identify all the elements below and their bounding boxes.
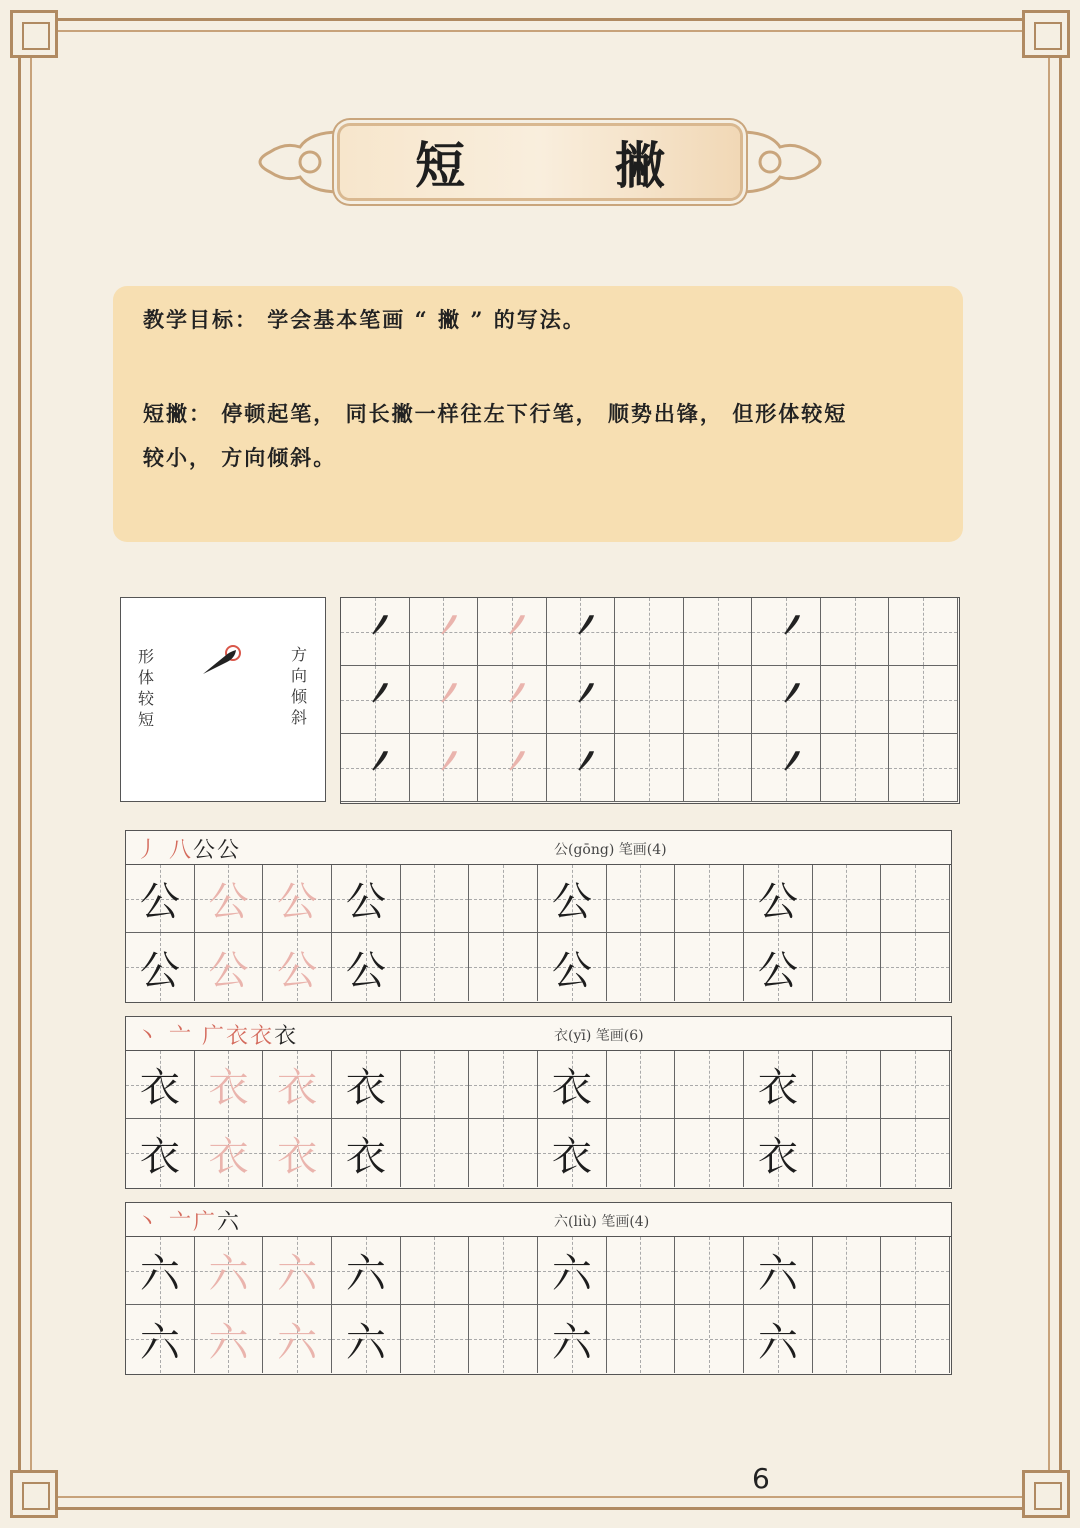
model-character: 衣 (551, 1133, 592, 1180)
short-pie-stroke-icon (504, 746, 534, 776)
grid-cell[interactable] (469, 865, 538, 933)
grid-cell[interactable] (881, 1119, 950, 1187)
trace-character: 衣 (277, 1133, 318, 1180)
model-character: 六 (757, 1251, 798, 1297)
grid-cell[interactable] (263, 1237, 332, 1305)
stroke-practice-grid (340, 597, 960, 804)
grid-cell[interactable] (744, 1237, 813, 1305)
grid-cell[interactable] (195, 865, 264, 933)
grid-cell[interactable] (538, 1051, 607, 1119)
stroke-order: 丶 亠 广衣衣衣 (136, 1024, 299, 1049)
grid-cell[interactable] (332, 1237, 401, 1305)
stroke-note-left: 形 体 较 短 (137, 647, 154, 729)
trace-character: 六 (277, 1319, 318, 1366)
model-character: 六 (757, 1319, 798, 1366)
grid-cell[interactable] (813, 1237, 882, 1305)
short-pie-stroke-icon (573, 746, 603, 776)
goal-line: 教学目标： 学会基本笔画 “ 撇 ” 的写法。 (143, 307, 586, 332)
grid-cell[interactable] (469, 1119, 538, 1187)
char-info: 衣(yī) 笔画(6) (554, 1028, 644, 1044)
trace-character: 公 (208, 947, 249, 994)
grid-cell[interactable] (615, 734, 684, 802)
grid-cell[interactable] (332, 1051, 401, 1119)
grid-cell[interactable] (752, 598, 821, 666)
grid-cell[interactable] (263, 865, 332, 933)
grid-cell[interactable] (126, 1051, 195, 1119)
model-character: 公 (757, 947, 798, 994)
stroke-order-header (126, 831, 951, 865)
grid-cell[interactable] (126, 1119, 195, 1187)
grid-cell[interactable] (410, 598, 479, 666)
grid-cell[interactable] (821, 598, 890, 666)
grid-cell[interactable] (332, 1305, 401, 1373)
grid-cell[interactable] (813, 1305, 882, 1373)
grid-cell[interactable] (538, 1305, 607, 1373)
model-character: 衣 (345, 1133, 386, 1180)
stroke-order-header (126, 1203, 951, 1237)
model-character: 六 (551, 1319, 592, 1366)
grid-cell[interactable] (752, 666, 821, 734)
grid-cell[interactable] (889, 666, 958, 734)
trace-character: 六 (208, 1319, 249, 1366)
model-character: 衣 (139, 1133, 180, 1180)
grid-cell[interactable] (195, 1305, 264, 1373)
teaching-goal-box (113, 286, 963, 542)
grid-cell[interactable] (607, 1051, 676, 1119)
grid-cell[interactable] (675, 1305, 744, 1373)
char-info: 公(gōng) 笔画(4) (554, 842, 667, 858)
short-pie-stroke-icon (436, 678, 466, 708)
grid-cell[interactable] (538, 1119, 607, 1187)
grid-cell[interactable] (401, 933, 470, 1001)
grid-cell[interactable] (195, 933, 264, 1001)
grid-cell[interactable] (547, 598, 616, 666)
grid-cell[interactable] (126, 1305, 195, 1373)
stroke-order-header (126, 1017, 951, 1051)
grid-cell[interactable] (332, 933, 401, 1001)
short-pie-stroke-icon (779, 746, 809, 776)
corner-ornament (10, 1470, 58, 1518)
model-character: 衣 (551, 1065, 592, 1111)
short-pie-stroke-icon (195, 640, 255, 690)
description-line: 短撇： 停顿起笔， 同长撇一样往左下行笔， 顺势出锋， 但形体较短 (143, 401, 848, 426)
grid-cell[interactable] (607, 1119, 676, 1187)
writing-rows (126, 1051, 951, 1187)
grid-cell[interactable] (744, 1305, 813, 1373)
grid-cell[interactable] (341, 598, 410, 666)
model-character: 公 (757, 879, 798, 925)
grid-cell[interactable] (607, 1305, 676, 1373)
trace-character: 六 (277, 1251, 318, 1297)
grid-cell[interactable] (332, 865, 401, 933)
grid-cell[interactable] (752, 734, 821, 802)
grid-cell[interactable] (263, 933, 332, 1001)
grid-cell[interactable] (684, 666, 753, 734)
grid-cell[interactable] (195, 1237, 264, 1305)
grid-cell[interactable] (401, 1305, 470, 1373)
trace-character: 衣 (208, 1065, 249, 1111)
model-character: 六 (551, 1251, 592, 1297)
grid-cell[interactable] (744, 865, 813, 933)
grid-cell[interactable] (881, 933, 950, 1001)
grid-cell[interactable] (675, 933, 744, 1001)
grid-cell[interactable] (263, 1119, 332, 1187)
grid-cell[interactable] (821, 734, 890, 802)
grid-cell[interactable] (263, 1305, 332, 1373)
grid-cell[interactable] (469, 1051, 538, 1119)
grid-cell[interactable] (547, 666, 616, 734)
trace-character: 公 (277, 879, 318, 925)
character-practice-block (125, 830, 952, 1003)
writing-rows (126, 865, 951, 1001)
grid-cell[interactable] (684, 598, 753, 666)
grid-cell[interactable] (263, 1051, 332, 1119)
grid-cell[interactable] (478, 734, 547, 802)
stroke-order: 丶 亠广六 (136, 1210, 242, 1235)
grid-cell[interactable] (410, 666, 479, 734)
model-character: 六 (345, 1251, 386, 1297)
grid-cell[interactable] (126, 933, 195, 1001)
grid-cell[interactable] (478, 598, 547, 666)
model-character: 公 (345, 947, 386, 994)
char-info: 六(liù) 笔画(4) (554, 1214, 650, 1230)
grid-cell[interactable] (126, 865, 195, 933)
trace-character: 公 (277, 947, 318, 994)
corner-ornament (1022, 10, 1070, 58)
grid-cell[interactable] (607, 933, 676, 1001)
short-pie-stroke-icon (436, 610, 466, 640)
grid-cell[interactable] (813, 1051, 882, 1119)
grid-cell[interactable] (607, 1237, 676, 1305)
short-pie-stroke-icon (779, 678, 809, 708)
model-character: 六 (345, 1319, 386, 1366)
title-plaque (340, 126, 740, 198)
trace-character: 六 (208, 1251, 249, 1297)
stroke-order: 丿 八公公 (136, 838, 242, 863)
grid-cell[interactable] (126, 1237, 195, 1305)
model-character: 衣 (757, 1065, 798, 1111)
grid-cell[interactable] (889, 598, 958, 666)
model-character: 公 (345, 879, 386, 925)
short-pie-stroke-icon (436, 746, 466, 776)
grid-cell[interactable] (607, 865, 676, 933)
short-pie-stroke-icon (367, 610, 397, 640)
grid-cell[interactable] (881, 865, 950, 933)
character-practice-block (125, 1202, 952, 1375)
short-pie-stroke-icon (573, 678, 603, 708)
model-character: 公 (551, 879, 592, 925)
page-number: 6 (752, 1462, 770, 1495)
grid-cell[interactable] (478, 666, 547, 734)
grid-cell[interactable] (813, 1119, 882, 1187)
model-character: 六 (139, 1319, 180, 1366)
model-character: 公 (551, 947, 592, 994)
grid-cell[interactable] (469, 1237, 538, 1305)
short-pie-stroke-icon (573, 610, 603, 640)
trace-character: 衣 (208, 1133, 249, 1180)
grid-cell[interactable] (469, 1305, 538, 1373)
grid-cell[interactable] (881, 1237, 950, 1305)
grid-cell[interactable] (675, 1119, 744, 1187)
stroke-demo-card (120, 597, 326, 802)
title-char-2: 撇 (615, 136, 665, 195)
short-pie-stroke-icon (779, 610, 809, 640)
grid-cell[interactable] (881, 1305, 950, 1373)
grid-cell[interactable] (195, 1051, 264, 1119)
model-character: 公 (139, 947, 180, 994)
grid-cell[interactable] (744, 1119, 813, 1187)
grid-cell[interactable] (547, 734, 616, 802)
grid-cell[interactable] (675, 1237, 744, 1305)
model-character: 公 (139, 879, 180, 925)
grid-cell[interactable] (401, 1119, 470, 1187)
grid-cell[interactable] (821, 666, 890, 734)
grid-cell[interactable] (469, 933, 538, 1001)
character-practice-block (125, 1016, 952, 1189)
grid-cell[interactable] (675, 1051, 744, 1119)
short-pie-stroke-icon (504, 678, 534, 708)
model-character: 衣 (345, 1065, 386, 1111)
grid-cell[interactable] (341, 734, 410, 802)
short-pie-stroke-icon (504, 610, 534, 640)
trace-character: 公 (208, 879, 249, 925)
corner-ornament (1022, 1470, 1070, 1518)
model-character: 衣 (139, 1065, 180, 1111)
grid-cell[interactable] (615, 666, 684, 734)
grid-cell[interactable] (538, 865, 607, 933)
corner-ornament (10, 10, 58, 58)
grid-cell[interactable] (684, 734, 753, 802)
grid-cell[interactable] (195, 1119, 264, 1187)
grid-cell[interactable] (538, 1237, 607, 1305)
grid-cell[interactable] (889, 734, 958, 802)
grid-cell[interactable] (813, 933, 882, 1001)
writing-rows (126, 1237, 951, 1373)
grid-cell[interactable] (401, 1237, 470, 1305)
trace-character: 衣 (277, 1065, 318, 1111)
grid-cell[interactable] (332, 1119, 401, 1187)
description-line: 较小， 方向倾斜。 (143, 445, 337, 470)
grid-cell[interactable] (744, 933, 813, 1001)
model-character: 衣 (757, 1133, 798, 1180)
grid-cell[interactable] (401, 1051, 470, 1119)
grid-cell[interactable] (675, 865, 744, 933)
grid-cell[interactable] (538, 933, 607, 1001)
grid-cell[interactable] (744, 1051, 813, 1119)
grid-cell[interactable] (881, 1051, 950, 1119)
title-char-1: 短 (415, 136, 465, 195)
grid-cell[interactable] (410, 734, 479, 802)
short-pie-stroke-icon (367, 678, 397, 708)
grid-cell[interactable] (615, 598, 684, 666)
stroke-note-right: 方 向 倾 斜 (290, 645, 307, 727)
grid-cell[interactable] (813, 865, 882, 933)
model-character: 六 (139, 1251, 180, 1297)
title-banner (240, 112, 840, 212)
grid-cell[interactable] (401, 865, 470, 933)
grid-cell[interactable] (341, 666, 410, 734)
short-pie-stroke-icon (367, 746, 397, 776)
